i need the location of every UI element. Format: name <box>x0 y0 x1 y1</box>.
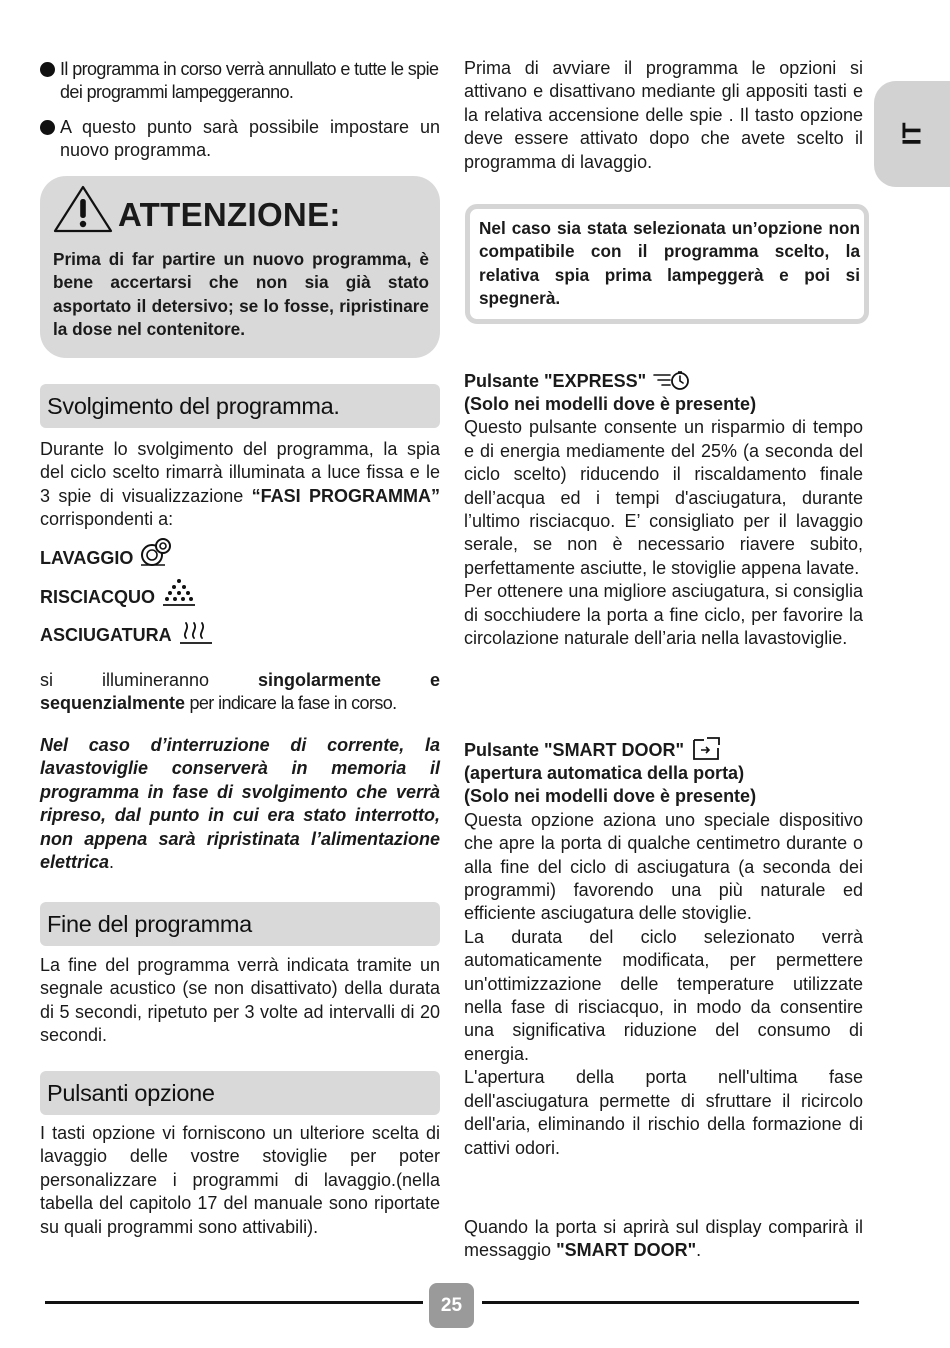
attention-box <box>40 176 440 358</box>
note-box <box>465 204 869 324</box>
attention-title: ATTENZIONE: <box>118 196 341 233</box>
attention-text: Prima di far partire un nuovo programma, è bene accertarsi che non sia già stato asportato il detersivo; se lo fosse, ripristinare la dose nel contenitore. <box>53 249 429 340</box>
section-header-fine: Fine del programma <box>40 902 440 946</box>
express-title: Pulsante "EXPRESS" <box>464 370 647 391</box>
smartdoor-paragraph: La durata del ciclo selezionato verrà automaticamente modificata, per permettere un'ottimizzazione delle temperature utilizzate nella fase di risciacquo, in modo da consentire una significativa riduzione del consumo di energia. <box>464 926 863 1064</box>
svolgimento-text: Durante lo svolgimento del programma, la spia del ciclo scelto rimarrà illuminata a luce fissa e le 3 spie di visualizzazione <box>40 439 440 506</box>
fine-text: La fine del programma verrà indicata tramite un segnale acustico (se non disattivato) della durata di 5 secondi, ripetuto per 3 volte ad intervalli di 20 secondi. <box>40 955 440 1046</box>
phase-desc-bold: singolarmente e sequenzialmente <box>40 670 441 714</box>
rinse-icon <box>161 578 197 608</box>
express-paragraph: Questo pulsante consente un risparmio di tempo e di energia mediamente del 25% (a seconda del ciclo scelto) riducendo il riscaldamento finale dell’acqua ed i tempi d'asciugatura, durante l’ultimo risciacquo. E’ consigliato per il lavaggio serale, se non è necessario riavere subito, perfettamente asciutte, le stoviglie appena lavate. <box>464 417 863 578</box>
smartdoor-display-message: "SMART DOOR" <box>556 1240 697 1261</box>
phase-label: RISCIACQUO <box>40 587 156 607</box>
pulsanti-text: I tasti opzione vi forniscono un ulteriore scelta di lavaggio delle vostre stoviglie per poter personalizzare i programmi di lavaggio.(nella tabella del capitolo 17 del manuale sono riportate su quali programmi sono attivabili). <box>40 1123 440 1237</box>
fasi-programma-label: “FASI PROGRAMMA” <box>251 485 440 506</box>
smartdoor-subtitle: (Solo nei modelli dove è presente) <box>464 786 757 807</box>
phase-desc-text: si illumineranno <box>40 670 258 690</box>
dry-icon <box>178 618 214 646</box>
express-section <box>464 369 863 650</box>
smartdoor-paragraph: L'apertura della porta nell'ultima fase dell'asciugatura permette di sfruttare il ricircolo dell'aria, eliminando il rischio della formazione di cattivi odori. <box>464 1067 863 1158</box>
options-intro: Prima di avviare il programma le opzioni si attivano e disattivano mediante gli appositi tasti e la relativa accensione delle spie . Il tasto opzione deve essere attivato dopo che avete scelto il programma di lavaggio. <box>464 58 863 172</box>
phase-lavaggio <box>40 537 175 569</box>
bullet-text: Il programma in corso verrà annullato e tutte le spie dei programmi lampeggeranno. <box>60 59 439 103</box>
smartdoor-section <box>464 736 863 1160</box>
wash-icon <box>139 537 175 569</box>
smartdoor-title: Pulsante "SMART DOOR" <box>464 739 685 760</box>
power-failure-note <box>40 734 440 874</box>
phase-desc-end: per indicare la fase in corso. <box>185 693 397 714</box>
power-note-text: Nel caso d’interruzione di corrente, la lavastoviglie conserverà in memoria il programma in fase di svolgimento che verrà ripreso, dal punto in cui era stato interrotto, non appena sarà ripristinata l’alimentazione elettrica <box>40 735 440 873</box>
express-icon <box>652 369 692 393</box>
phase-label: ASCIUGATURA <box>40 625 172 645</box>
smart-door-icon <box>690 736 726 762</box>
smartdoor-paragraph: Questa opzione aziona uno speciale dispositivo che apre la porta di qualche centimetro durante o alla fine del ciclo di asciugatura (a seconda dei programmi) favorendo una più naturale ed efficiente asciugatura delle stoviglie. <box>464 809 863 924</box>
phase-asciugatura <box>40 618 214 646</box>
smartdoor-display-text: Quando la porta si aprirà sul display comparirà il messaggio <box>464 1217 863 1261</box>
smartdoor-subtitle: (apertura automatica della porta) <box>464 763 745 783</box>
bullet-text: A questo punto sarà possibile impostare un nuovo programma. <box>60 117 440 161</box>
footer-rule-right <box>482 1301 859 1304</box>
bullet-dot-icon <box>40 62 55 77</box>
section-header-pulsanti: Pulsanti opzione <box>40 1071 440 1115</box>
language-tab-label: IT <box>896 122 927 146</box>
svolgimento-text-end: corrispondenti a: <box>40 509 174 530</box>
note-text: Nel caso sia stata selezionata un’opzione non compatibile con il programma scelto, la relativa spia prima lampeggerà e poi si spegnerà. <box>479 218 860 309</box>
svolgimento-intro <box>40 438 440 532</box>
smartdoor-title-row <box>464 736 863 762</box>
express-subtitle: (Solo nei modelli dove è presente) <box>464 394 757 414</box>
attention-header <box>52 184 341 234</box>
page-number: 25 <box>429 1283 474 1328</box>
express-title-row <box>464 369 863 393</box>
smartdoor-display-note <box>464 1216 863 1263</box>
section-header-svolgimento: Svolgimento del programma. <box>40 384 440 428</box>
express-paragraph: Per ottenere una migliore asciugatura, si consiglia di socchiudere la porta a fine ciclo, per favorire la circolazione naturale dell’aria nella lavastoviglie. <box>464 581 863 649</box>
footer-rule-left <box>45 1301 423 1304</box>
phase-risciacquo <box>40 578 197 608</box>
phase-description <box>40 669 440 716</box>
power-note-end: . <box>109 852 115 873</box>
bullet-item <box>40 116 440 163</box>
bullet-item <box>40 58 440 105</box>
phase-label: LAVAGGIO <box>40 548 134 568</box>
bullet-dot-icon <box>40 120 55 135</box>
warning-triangle-icon <box>52 184 114 234</box>
smartdoor-display-end: . <box>696 1240 702 1261</box>
language-tab <box>874 81 950 187</box>
